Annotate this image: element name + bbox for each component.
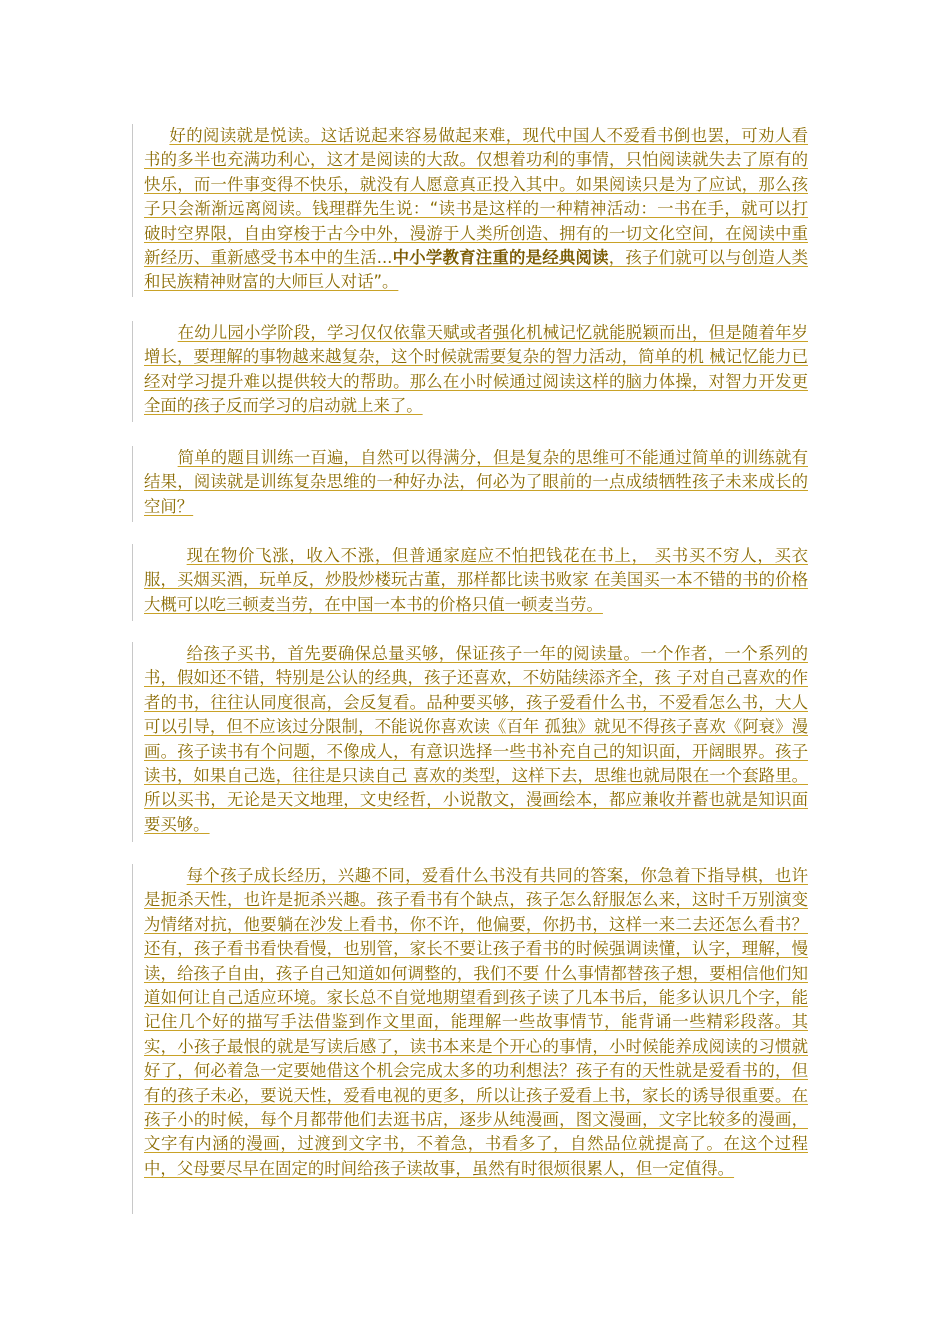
paragraph-block-5 xyxy=(132,642,808,842)
paragraph-2: 在幼儿园小学阶段，学习仅仅依靠天赋或者强化机械记忆就能脱颖而出，但是随着年岁增长，要理解的事物越来越复杂，这个时候就需要复杂的智力活动，简单的机 械记忆能力已经对学习提升难以提供较大的帮助。那么在小时候通过阅读这样的脑力体操，对智力开发更全面的孩子反而学习的启动就上来了。 xyxy=(144,323,808,416)
paragraph-1-text-before: 好的阅读就是悦读。这话说起来容易做起来难，现代中国人不爱看书倒也罢，可劝人看书的多半也充满功利心，这才是阅读的大敌。仅想着功利的事情，只怕阅读就失去了原有的快乐，而一件事变得不快乐，就没有人愿意真正投入其中。如果阅读只是为了应试，那么孩子只会渐渐远离阅读。钱理群先生说：“读书是这样的一种精神活动：一书在手，就可以打破时空界限，自由穿梭于古今中外，漫游于人类所创造、拥有的一切文化空间，在阅读中重新经历、重新感受书本中的生活... xyxy=(144,126,808,268)
paragraph-block-2 xyxy=(132,321,808,422)
paragraph-1 xyxy=(144,124,808,295)
paragraph-block-3 xyxy=(132,446,808,522)
paragraph-block-6 xyxy=(132,864,808,1214)
paragraph-1-emphasis: 中小学教育注重的是经典阅读 xyxy=(392,248,609,268)
paragraph-6: 每个孩子成长经历，兴趣不同，爱看什么书没有共同的答案，你急着下指导棋，也许是扼杀天性，也许是扼杀兴趣。孩子看书有个缺点，孩子怎么舒服怎么来，这时千万别演变为情绪对抗，他要躺在沙发上看书，你不许，他偏要，你扔书，这样一来二去还怎么看书？还有，孩子看书看快看慢，也别管，家长不要让孩子看书的时候强调读懂，认字，理解，慢读，给孩子自由，孩子自己知道如何调整的，我们不要 什么事情都替孩子想，要相信他们知道如何让自己适应环境。家长总不自觉地期望看到孩子读了几本书后，能多认识几个字，能记住几个好的描写手法借鉴到作文里面，能理解一些故事情节，能背诵一些精彩段落。其实，小孩子最恨的就是写读后感了，读书本来是个开心的事情，小时候能养成阅读的习惯就好了，何必着急一定要她借这个机会完成太多的功利想法？孩子有的天性就是爱看书的，但有的孩子未必，要说天性，爱看电视的更多，所以让孩子爱看上书，家长的诱导很重要。在孩子小的时候，每个月都带他们去逛书店，逐步从纯漫画，图文漫画，文字比较多的漫画，文字有内涵的漫画，过渡到文字书，不着急，书看多了，自然品位就提高了。在这个过程中，父母要尽早在固定的时间给孩子读故事，虽然有时很烦很累人，但一定值得。 xyxy=(144,866,808,1178)
paragraph-5: 给孩子买书，首先要确保总量买够，保证孩子一年的阅读量。一个作者，一个系列的书，假如还不错，特别是公认的经典，孩子还喜欢，不妨陆续添齐全，孩 子对自己喜欢的作者的书，往往认同度很高，会反复看。品种要买够，孩子爱看什么书，不爱看怎么书，大人可以引导，但不应该过分限制，不能说你喜欢读《百年 孤独》就见不得孩子喜欢《阿衰》漫画。孩子读书有个问题，不像成人，有意识选择一些书补充自己的知识面，开阔眼界。孩子读书，如果自己选，往往是只读自己 喜欢的类型，这样下去，思维也就局限在一个套路里。所以买书，无论是天文地理，文史经哲，小说散文，漫画绘本，都应兼收并蓄也就是知识面要买够。 xyxy=(144,644,808,834)
paragraph-block-1 xyxy=(132,124,808,297)
paragraph-block-4 xyxy=(132,544,808,621)
paragraph-4: 现在物价飞涨，收入不涨，但普通家庭应不怕把钱花在书上， 买书买不穷人，买衣服，买烟买酒，玩单反，炒股炒楼玩古董，那样都比读书败家 在美国买一本不错的书的价格大概可以吃三顿麦当劳，在中国一本书的价格只值一顿麦当劳。 xyxy=(144,546,808,614)
paragraph-3: 简单的题目训练一百遍，自然可以得满分，但是复杂的思维可不能通过简单的训练就有结果，阅读就是训练复杂思维的一种好办法，何必为了眼前的一点成绩牺牲孩子未来成长的空间？ xyxy=(144,448,808,516)
paragraph-1-text-after: ，孩子们就可以与创造人类和民族精神财富的大师巨人对话”。 xyxy=(144,248,808,292)
